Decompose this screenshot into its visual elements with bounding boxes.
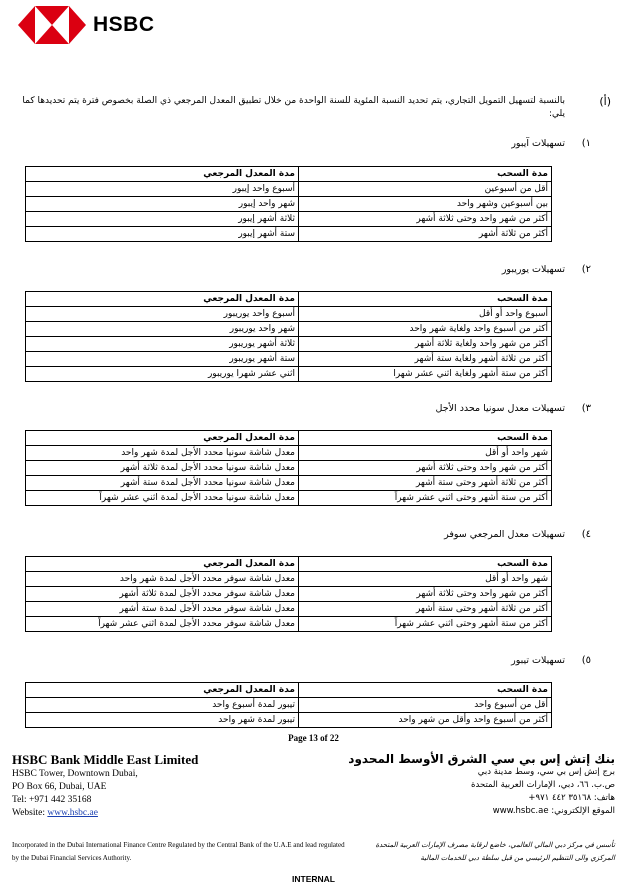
website-link-ar[interactable]: www.hsbc.ae xyxy=(492,806,549,816)
cell: اثني عشر شهرا يوريبور xyxy=(26,367,299,382)
header-cell: مدة السحب xyxy=(299,431,552,446)
table-tibor xyxy=(25,682,552,728)
header-cell: مدة المعدل المرجعي xyxy=(26,431,299,446)
table-row xyxy=(26,491,552,506)
cell: أسبوع واحد أو أقل xyxy=(299,307,552,322)
table-euribor xyxy=(25,291,552,382)
table-row xyxy=(26,197,552,212)
section-number: ١) xyxy=(581,138,591,149)
table-row xyxy=(26,587,552,602)
website-line-ar xyxy=(348,805,615,818)
cell: معدل شاشة سوفر محدد الأجل لمدة ثلاثة أشهر xyxy=(26,587,299,602)
cell: أكثر من ستة أشهر وحتى اثني عشر شهراً xyxy=(299,617,552,632)
header-cell: مدة المعدل المرجعي xyxy=(26,557,299,572)
intro-paragraph xyxy=(10,95,611,125)
table-row xyxy=(26,227,552,242)
page-number: Page 13 of 22 xyxy=(288,733,339,743)
cell: معدل شاشة سونيا محدد الأجل لمدة شهر واحد xyxy=(26,446,299,461)
cell: شهر واحد أو أقل xyxy=(299,446,552,461)
section-title: تسهيلات تيبور xyxy=(511,655,565,666)
cell: شهر واحد أو أقل xyxy=(299,572,552,587)
intro-number: (أ) xyxy=(599,95,611,108)
bank-name-en: HSBC Bank Middle East Limited xyxy=(12,752,199,767)
cell: شهر واحد يوريبور xyxy=(26,322,299,337)
header-cell: مدة السحب xyxy=(299,683,552,698)
table-sonia xyxy=(25,430,552,506)
header-cell: مدة السحب xyxy=(299,557,552,572)
cell: أكثر من شهر واحد وحتى ثلاثة أشهر xyxy=(299,212,552,227)
section-heading-sofr xyxy=(444,529,591,540)
cell: ستة أشهر يوريبور xyxy=(26,352,299,367)
cell: أكثر من ثلاثة أشهر وحتى ستة أشهر xyxy=(299,602,552,617)
cell: أكثر من شهر واحد وحتى ثلاثة أشهر xyxy=(299,587,552,602)
table-sofr xyxy=(25,556,552,632)
section-title: تسهيلات آيبور xyxy=(511,138,565,149)
header-cell: مدة السحب xyxy=(299,292,552,307)
section-number: ٤) xyxy=(581,529,591,540)
cell: ثلاثة أشهر يوريبور xyxy=(26,337,299,352)
footer-english xyxy=(12,752,198,820)
section-heading-euribor xyxy=(501,264,591,275)
website-label-ar: الموقع الإلكتروني: xyxy=(548,806,615,816)
cell: أكثر من شهر واحد وحتى ثلاثة أشهر xyxy=(299,461,552,476)
cell: معدل شاشة سونيا محدد الأجل لمدة ستة أشهر xyxy=(26,476,299,491)
cell: معدل شاشة سونيا محدد الأجل لمدة ثلاثة أشهر xyxy=(26,461,299,476)
phone-line: Tel: +971 442 35168 xyxy=(12,795,92,805)
table-header-row xyxy=(26,292,552,307)
section-number: ٥) xyxy=(581,655,591,666)
header-cell: مدة المعدل المرجعي xyxy=(26,292,299,307)
classification-label: INTERNAL xyxy=(292,874,335,884)
cell: تيبور لمدة شهر واحد xyxy=(26,713,299,728)
cell: ستة أشهر إيبور xyxy=(26,227,299,242)
address-line-ar: ص.ب. ٦٦، دبي، الإمارات العربية المتحدة xyxy=(471,780,615,790)
table-row xyxy=(26,307,552,322)
table-header-row xyxy=(26,431,552,446)
cell: أكثر من ستة أشهر ولغاية اثني عشر شهرا xyxy=(299,367,552,382)
regulation-en: Incorporated in the Dubai International Finance Centre Regulated by the Central Bank of the U.A.E and lead regulated by the Dubai Financial Services Authority. xyxy=(12,841,345,862)
table-row xyxy=(26,713,552,728)
cell: معدل شاشة سونيا محدد الأجل لمدة اثني عشر شهراً xyxy=(26,491,299,506)
table-row xyxy=(26,182,552,197)
logo-wordmark: HSBC xyxy=(93,13,155,36)
address-line: HSBC Tower, Downtown Dubai, xyxy=(12,769,138,779)
section-title: تسهيلات يوريبور xyxy=(501,264,565,275)
address-line: PO Box 66, Dubai, UAE xyxy=(12,782,107,792)
cell: بين أسبوعين وشهر واحد xyxy=(299,197,552,212)
cell: أكثر من ستة أشهر وحتى اثني عشر شهراً xyxy=(299,491,552,506)
table-header-row xyxy=(26,557,552,572)
section-title: تسهيلات معدل سونيا محدد الأجل xyxy=(435,403,565,414)
cell: معدل شاشة سوفر محدد الأجل لمدة شهر واحد xyxy=(26,572,299,587)
header-cell: مدة السحب xyxy=(299,167,552,182)
table-row xyxy=(26,617,552,632)
cell: أسبوع واحد يوريبور xyxy=(26,307,299,322)
hsbc-hexagon-icon xyxy=(18,6,86,44)
header-cell: مدة المعدل المرجعي xyxy=(26,167,299,182)
table-row xyxy=(26,572,552,587)
cell: معدل شاشة سوفر محدد الأجل لمدة اثني عشر شهراً xyxy=(26,617,299,632)
cell: أقل من أسبوعين xyxy=(299,182,552,197)
table-row xyxy=(26,367,552,382)
table-row xyxy=(26,337,552,352)
section-title: تسهيلات معدل المرجعي سوفر xyxy=(444,529,565,540)
section-number: ٢) xyxy=(581,264,591,275)
table-header-row xyxy=(26,167,552,182)
cell: أقل من أسبوع واحد xyxy=(299,698,552,713)
website-label: Website: xyxy=(12,808,48,818)
section-heading-tibor xyxy=(511,655,591,666)
regulation-ar: تأسس في مركز دبي المالي العالمي، خاضع لرقابة مصرف الإمارات العربية المتحدة المركزي والى التنظيم الرئيسي من قبل سلطة دبي للخدمات المالية xyxy=(375,841,615,862)
bank-name-ar: بنك إتش إس بي سي الشرق الأوسط المحدود xyxy=(348,752,615,766)
table-ibor xyxy=(25,166,552,242)
table-row xyxy=(26,322,552,337)
section-heading-sonia xyxy=(435,403,591,414)
cell: أكثر من شهر واحد ولغاية ثلاثة أشهر xyxy=(299,337,552,352)
cell: أكثر من ثلاثة أشهر وحتى ستة أشهر xyxy=(299,476,552,491)
section-number: ٣) xyxy=(581,403,591,414)
table-row xyxy=(26,352,552,367)
cell: أسبوع واحد إيبور xyxy=(26,182,299,197)
table-row xyxy=(26,446,552,461)
cell: تيبور لمدة أسبوع واحد xyxy=(26,698,299,713)
address-line-ar: برج إتش إس بي سي، وسط مدينة دبي xyxy=(477,767,615,777)
cell: ثلاثة أشهر إيبور xyxy=(26,212,299,227)
cell: أكثر من أسبوع واحد وأقل من شهر واحد xyxy=(299,713,552,728)
cell: معدل شاشة سوفر محدد الأجل لمدة ستة أشهر xyxy=(26,602,299,617)
website-link[interactable]: www.hsbc.ae xyxy=(47,808,98,818)
cell: شهر واحد إيبور xyxy=(26,197,299,212)
table-row xyxy=(26,698,552,713)
intro-text: بالنسبة لتسهيل التمويل التجاري، يتم تحديد النسبة المئوية للسنة الواحدة من خلال تطبيق المعدل المرجعي ذي الصلة بخصوص فترة يتم تحديدها كما يلي: xyxy=(22,96,565,119)
table-row xyxy=(26,461,552,476)
hsbc-logo xyxy=(18,6,155,44)
section-heading-ibor xyxy=(511,138,591,149)
cell: أكثر من أسبوع واحد ولغاية شهر واحد xyxy=(299,322,552,337)
table-row xyxy=(26,476,552,491)
cell: أكثر من ثلاثة أشهر xyxy=(299,227,552,242)
table-header-row xyxy=(26,683,552,698)
website-line xyxy=(12,807,198,820)
table-row xyxy=(26,602,552,617)
header-cell: مدة المعدل المرجعي xyxy=(26,683,299,698)
cell: أكثر من ثلاثة أشهر ولغاية ستة أشهر xyxy=(299,352,552,367)
table-row xyxy=(26,212,552,227)
phone-line-ar: هاتف: ٣٥١٦٨ ٤٤٢ ٩٧١+ xyxy=(528,793,615,803)
footer-arabic xyxy=(348,752,615,818)
